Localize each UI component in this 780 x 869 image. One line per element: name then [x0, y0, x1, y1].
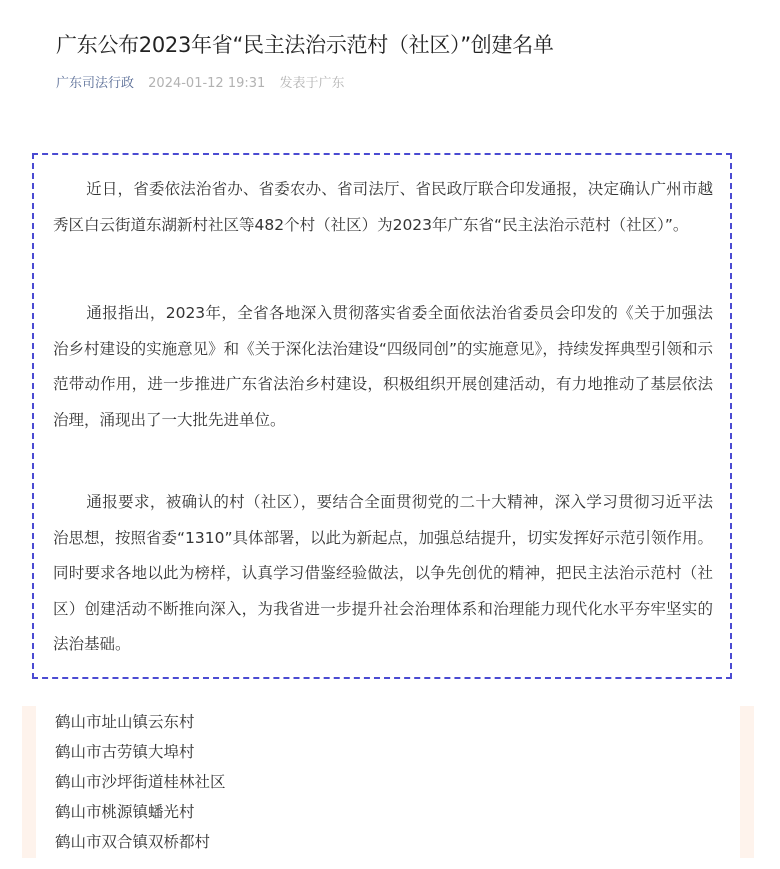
account-name-link[interactable]: 广东司法行政 [56, 76, 135, 91]
article-meta [56, 74, 344, 94]
notice-paragraph-3 [53, 485, 713, 663]
publish-time: 2024-01-12 19:31 [148, 76, 266, 91]
list-item: 鹤山市古劳镇大埠村 [55, 743, 195, 761]
notice-paragraph-2 [53, 296, 713, 438]
list-item: 鹤山市沙坪街道桂林社区 [55, 773, 226, 791]
list-item: 鹤山市双合镇双桥都村 [55, 833, 211, 851]
publish-location: 发表于广东 [279, 76, 345, 91]
notice-box [32, 153, 732, 679]
list-item: 鹤山市桃源镇蟠光村 [55, 803, 195, 821]
notice-paragraph-1 [53, 172, 713, 243]
notice-paragraph-3-text: 通报要求，被确认的村（社区），要结合全面贯彻党的二十大精神，深入学习贯彻习近平法治思想，按照省委“1310”具体部署，以此为新起点，加强总结提升，切实发挥好示范引领作用。同时要求各地以此为榜样，认真学习借鉴经验做法，以争先创优的精神，把民主法治示范村（社区）创建活动不断推向深入，为我省进一步提升社会治理体系和治理能力现代化水平夯牢坚实的法治基础。 [53, 493, 714, 653]
notice-paragraph-1-text: 近日，省委依法治省办、省委农办、省司法厅、省民政厅联合印发通报，决定确认广州市越秀区白云街道东湖新村社区等482个村（社区）为2023年广东省“民主法治示范村（社区）”。 [53, 180, 713, 234]
article-title: 广东公布2023年省“民主法治示范村（社区）”创建名单 [56, 33, 554, 57]
notice-paragraph-2-text: 通报指出，2023年，全省各地深入贯彻落实省委全面依法治省委员会印发的《关于加强法治乡村建设的实施意见》和《关于深化法治建设“四级同创”的实施意见》，持续发挥典型引领和示范带动作用，进一步推进广东省法治乡村建设，积极组织开展创建活动，有力地推动了基层依法治理，涌现出了一大批先进单位。 [53, 304, 713, 429]
list-item: 鹤山市址山镇云东村 [55, 713, 195, 731]
village-list [22, 706, 754, 858]
